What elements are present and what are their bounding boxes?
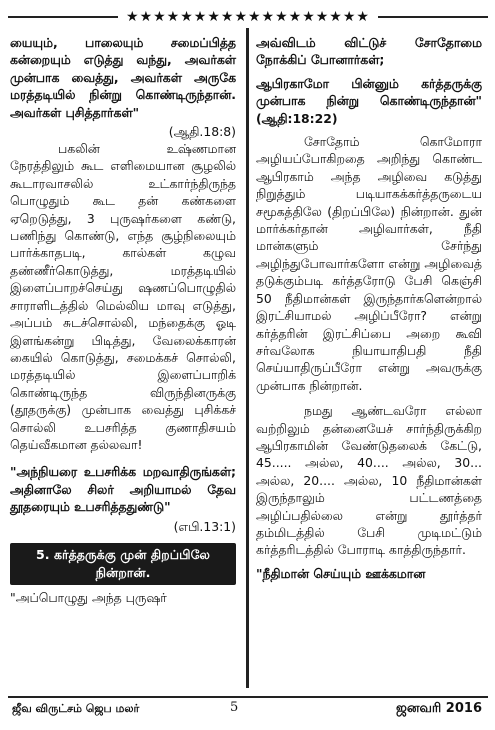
right-paragraph-2: ஆபிரகாமோ பின்னும் கர்த்தருக்கு முன்பாக நின்று கொண்டிருந்தான்" (ஆதி:18:22) [256, 75, 482, 126]
magazine-name: ஜீவ விருட்சம் ஜெப மலர் [12, 702, 140, 715]
left-paragraph-1: யையும், பாலையும் சமைப்பித்த கன்றையும் எடுத்து வந்து, அவர்கள் முன்பாக வைத்து, அவர்கள் அருகே மரத்தடியில் நின்று கொண்டிருந்தான். அவர்கள் புசித்தார்கள்" [10, 35, 236, 120]
right-paragraph-5: "நீதிமான் செய்யும் ஊக்கமான [256, 565, 426, 581]
right-paragraph-1: அவ்விடம் விட்டுச் சோதோமை நோக்கிப் போனார்கள்; [256, 35, 482, 68]
left-paragraph-2: பகலின் உஷ்ணமான நேரத்திலும் கூட எளிமையான சூழலில் கூடாரவாசலில் உட்கார்ந்திருந்த பொழுதும் கூட தன் கண்களை ஏறெடுத்து, 3 புருஷர்களை கண்டு, பணிந்து கொண்டு, எந்த சூழ்நிலையும் பார்க்காதபடி, கால்கள் கழுவ தண்ணீர்கொடுத்து, மரத்தடியில் இளைப்பாறச்செய்து ஷணப்பொழுதில் சாராளிடத்தில் மெல்லிய மாவு எடுத்து, அப்பம் சுடச்சொல்லி, மந்தைக்கு ஓடி இளங்கன்று பிடித்து, வேலைக்காரன் கையில் கொடுத்து, சமைக்கச் சொல்லி, மரத்தடியில் இளைப்பாறிக் கொண்டிருந்த விருந்தினருக்கு (தூதருக்கு) முன்பாக வைத்து புசிக்கச் சொல்லி உபசரித்த குணாதிசயம் தெய்வீகமான தல்லவா! [10, 141, 236, 452]
left-column [10, 34, 236, 606]
right-paragraph-4: நமது ஆண்டவரோ எல்லா வற்றிலும் தன்னையேச் சார்ந்திருக்கிற ஆபிரகாமின் வேண்டுதலைக் கேட்டு, 45..... அல்ல, 40.... அல்ல, 30... அல்ல, 20.... அல்ல, 10 நீதிமான்கள் இருந்தாலும் பட்டணத்தை அழிப்பதில்லை என்று தூர்த்தர் தம்மிடத்தில் பேசி முடிமட்டும் கர்த்தரிடத்தில் போராடி காத்திருந்தார். [256, 403, 482, 558]
top-rule-left [8, 16, 118, 18]
top-rule-right [378, 16, 488, 18]
page-footer [8, 696, 488, 722]
column-divider [246, 28, 249, 688]
left-paragraph-3: "அந்நியரை உபசரிக்க மறவாதிருங்கள்; அதினாலே சிலர் அறியாமல் தேவ தூதரையும் உபசரித்ததுண்டு" [10, 464, 236, 515]
magazine-page [8, 0, 488, 730]
star-border: ★★★★★★★★★★★★★★★★★★ [126, 9, 370, 25]
left-reference-3: (எபி.13:1) [173, 518, 236, 534]
section-heading: 5. கர்த்தருக்கு முன் திறப்பிலே நின்றான். [10, 543, 236, 585]
right-paragraph-3: சோதோம் கொமோரா அழியப்போகிறதை அறிந்து கொண்ட ஆபிரகாம் அந்த அழிவை கடுத்து நிறுத்தும் படியாகக்கர்த்தருடைய சமூகத்திலே (திறப்பிலே) நின்றான். துன் மார்க்கர்தான் அழிவார்கள், நீதி மான்களும் சேர்ந்து அழிந்துபோவார்களோ என்று அழிவைத் தடுக்கும்படி கர்த்தரோடு பேசி கெஞ்சி 50 நீதிமான்கள் இருந்தார்களென்றால் இரட்சியாமல் அழிப்பீரோ? என்று கர்த்தரின் இரட்சிப்பை அறை கூவி சர்வலோக நியாயாதிபதி நீதி செய்யாதிருப்பீரோ என்று அவருக்கு முன்பாக நின்றான். [256, 134, 482, 393]
page-number: 5 [230, 700, 239, 715]
issue-month: ஜனவரி 2016 [396, 701, 482, 716]
left-paragraph-4: "அப்பொழுது அந்த புருஷர் [10, 589, 167, 605]
top-decoration [8, 8, 488, 26]
left-reference-1: (ஆதி.18:8) [168, 124, 236, 140]
right-column [256, 34, 482, 582]
